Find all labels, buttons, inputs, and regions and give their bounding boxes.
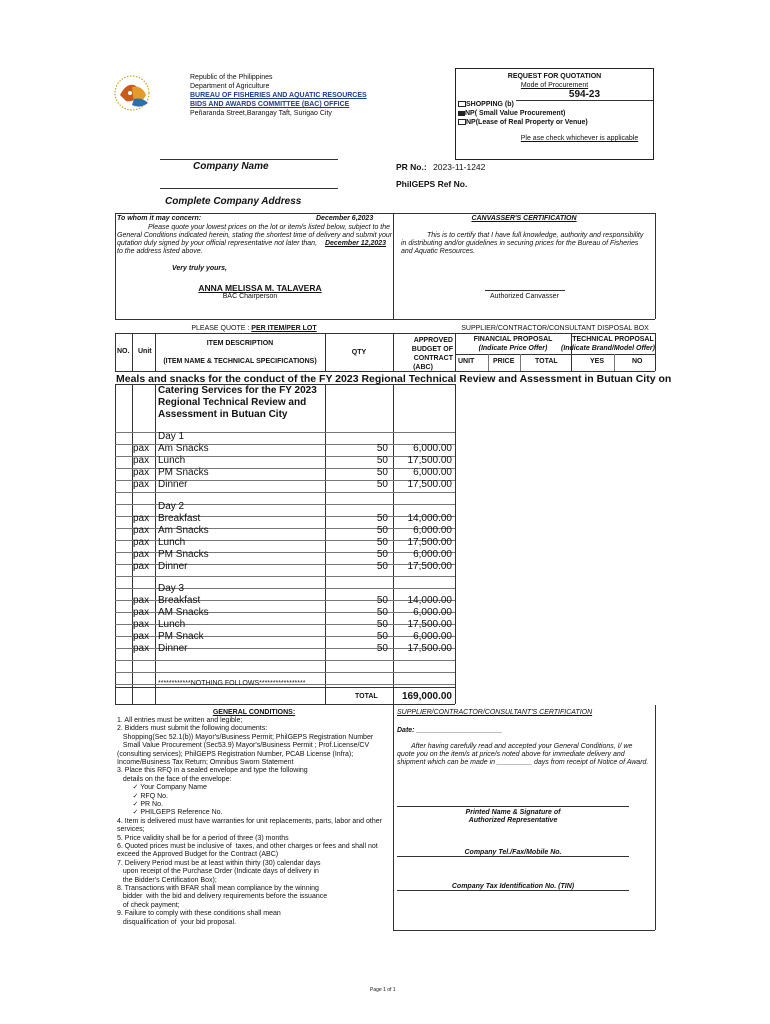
col-total: TOTAL [535, 358, 558, 365]
item-qty: 50 [376, 467, 388, 478]
grid-line [455, 384, 456, 704]
col-abc [393, 336, 453, 372]
option-svp-label: NP( Small Value Procurement) [465, 110, 566, 117]
company-tin-label: Company Tax Identification No. (TIN) [451, 883, 575, 890]
nothing-follows: ************NOTHING FOLLOWS***************** [158, 680, 306, 687]
option-lease[interactable] [458, 119, 588, 126]
please-quote-prefix: PLEASE QUOTE : [191, 325, 252, 332]
agency-address: Peñaranda Street,Barangay Taft, Surigao City [190, 110, 332, 117]
rfq-box [455, 68, 654, 160]
item-desc: AM Snacks [158, 607, 209, 618]
condition-line: ✓ RFQ No. [117, 792, 168, 800]
supplier-date: Date: ______________________ [397, 727, 503, 734]
authorized-canvasser-label: Authorized Canvasser [490, 293, 559, 300]
pr-number [396, 162, 485, 172]
item-unit: pax [133, 455, 150, 466]
department-text: Department of Agriculture [190, 83, 270, 90]
item-desc: PM Snacks [158, 549, 209, 560]
submission-deadline: December 12,2023 [324, 240, 387, 247]
col-no: NO. [117, 348, 130, 355]
supplier-cert-line-3: shipment which can be made in _________ days from receipt of Notice of Award. [397, 759, 649, 766]
item-abc: 17,500.00 [407, 479, 452, 490]
item-desc: Am Snacks [158, 525, 209, 536]
philgeps-ref-label: PhilGEPS Ref No. [396, 179, 468, 189]
col-abc-line3: CONTRACT [413, 355, 453, 362]
item-desc: Lunch [158, 537, 186, 548]
item-qty: 50 [376, 479, 388, 490]
page-number: Page 1 of 1 [370, 987, 396, 993]
canvasser-line-1: This is to certify that I have full knowledge, authority and responsibility [427, 232, 644, 239]
checked-box-icon[interactable] [458, 111, 465, 116]
item-qty: 50 [376, 455, 388, 466]
lot-desc-line-3: Assessment in Butuan City [158, 409, 288, 420]
condition-line: Small Value Procurement (Sec53.9) Mayor's/Business Permit ; Prof.License/CV [117, 742, 370, 750]
bac-chairperson-name: ANNA MELISSA M. TALAVERA [198, 283, 322, 293]
item-abc: 6,000.00 [413, 525, 452, 536]
pr-label: PR No.: [396, 162, 427, 172]
grid-line [115, 492, 455, 493]
letter-line-3-text: qutation duly signed by your official representative not later than, [117, 240, 318, 247]
company-name-label: Company Name [193, 161, 269, 172]
condition-line: 3. Place this RFQ in a sealed envelope and type the following [117, 767, 308, 775]
technical-proposal: TECHNICAL PROPOSAL [572, 336, 654, 343]
item-qty: 50 [376, 537, 388, 548]
item-unit: pax [133, 525, 150, 536]
item-unit: pax [133, 549, 150, 560]
general-conditions-title: GENERAL CONDITIONS: [212, 709, 296, 716]
item-desc: PM Snack [158, 631, 204, 642]
item-abc: 6,000.00 [413, 467, 452, 478]
condition-line: 1. All entries must be written and legible; [117, 717, 243, 724]
item-desc: Breakfast [158, 595, 201, 606]
grid-line [115, 672, 455, 673]
item-unit: pax [133, 513, 150, 524]
mode-of-procurement-label: Mode of Procurement [520, 82, 589, 89]
rfq-number: 594-23 [568, 89, 601, 100]
item-unit: pax [133, 619, 150, 630]
signature-label-2: Authorized Representative [468, 817, 558, 824]
option-svp[interactable] [458, 110, 565, 117]
condition-line: of check payment; [117, 901, 180, 909]
checkbox-icon[interactable] [458, 119, 466, 125]
condition-line: Shopping(Sec 52.1(b)) Mayor's/Business Permit; PhilGEPS Registration Number [117, 733, 374, 741]
condition-line: details on the face of the envelope: [117, 775, 232, 783]
condition-line: services; [117, 826, 145, 834]
letter-line-2: General Conditions indicated herein, stating the shortest time of delivery and submit your [117, 232, 393, 239]
col-abc-line1: APPROVED [413, 337, 453, 344]
item-qty: 50 [376, 643, 388, 654]
item-desc: Dinner [158, 479, 188, 490]
col-unit-price-unit: UNIT [458, 358, 475, 365]
item-desc: Dinner [158, 561, 188, 572]
item-unit: pax [133, 643, 150, 654]
total-value: 169,000.00 [401, 691, 452, 702]
item-qty: 50 [376, 595, 388, 606]
condition-line: Income/Business Tax Return; Omnibus Sworn Statement [117, 759, 294, 766]
canvasser-line-2: in distributing and/or guidelines in securing prices for the Bureau of Fisheries [401, 240, 639, 247]
col-abc-line4: (ABC) [413, 364, 433, 371]
company-address-label: Complete Company Address [165, 196, 302, 207]
canvasser-line-3: and Aquatic Resources. [401, 248, 476, 255]
closing: Very truly yours, [172, 265, 227, 272]
condition-line: upon receipt of the Purchase Order (Indicate days of delivery in [117, 868, 319, 876]
item-unit: pax [133, 595, 150, 606]
condition-line: (consulting services); PhilGEPS Registration Number, PCAB License (Infra); [117, 750, 354, 758]
item-abc: 17,500.00 [407, 619, 452, 630]
item-qty: 50 [376, 631, 388, 642]
check-note: Ple ase check whichever is applicable [520, 135, 639, 142]
col-price: PRICE [493, 358, 515, 365]
item-qty: 50 [376, 561, 388, 572]
option-shopping-label: SHOPPING (b) [466, 101, 514, 108]
item-abc: 6,000.00 [413, 631, 452, 642]
rfq-title: REQUEST FOR QUOTATION [507, 73, 602, 80]
item-qty: 50 [376, 549, 388, 560]
item-unit: pax [133, 561, 150, 572]
item-unit: pax [133, 631, 150, 642]
bac-office: BIDS AND AWARDS COMMITTEE (BAC) OFFICE [190, 101, 350, 108]
item-abc: 17,500.00 [407, 561, 452, 572]
total-label: TOTAL [355, 693, 378, 700]
item-desc: Lunch [158, 455, 186, 466]
agency-header [190, 73, 367, 118]
bureau-name: BUREAU OF FISHERIES AND AQUATIC RESOURCES [190, 92, 367, 99]
condition-line: 8. Transactions with BFAR shall mean compliance by the winning [117, 885, 319, 892]
condition-line: 9. Failure to comply with these conditions shall mean [117, 910, 281, 918]
col-item-spec: (ITEM NAME & TECHNICAL SPECIFICATIONS) [163, 358, 317, 365]
lot-title: Meals and snacks for the conduct of the FY 2023 Regional Technical Review and Assessment in Butuan City on [116, 373, 672, 385]
condition-line: bidder with the bid and delivery requirements before the issuance [117, 893, 328, 901]
item-abc: 17,500.00 [407, 643, 452, 654]
col-yes: YES [590, 358, 605, 365]
grid-line [115, 660, 455, 661]
option-lease-label: NP(Lease of Real Property or Venue) [466, 119, 588, 126]
item-unit: pax [133, 467, 150, 478]
condition-line: ✓ Your Company Name [117, 784, 207, 792]
checkbox-icon[interactable] [458, 101, 466, 107]
lot-description [158, 385, 317, 421]
financial-proposal: FINANCIAL PROPOSAL [473, 336, 553, 343]
item-abc: 17,500.00 [407, 537, 452, 548]
letter-date: December 6,2023 [316, 215, 374, 222]
supplier-cert-line-2: quote you on the item/s at price/s noted above for immediate delivery and [397, 751, 625, 758]
condition-line: exceed the Approved Budget for the Contract (ABC) [117, 851, 279, 859]
grid-line [115, 576, 455, 577]
item-qty: 50 [376, 525, 388, 536]
bac-chairperson-title: BAC Chairperson [222, 293, 278, 300]
option-shopping[interactable] [458, 101, 514, 108]
item-abc: 17,500.00 [407, 455, 452, 466]
item-qty: 50 [376, 607, 388, 618]
condition-line: the Bidder's Certification Box); [117, 876, 217, 884]
item-qty: 50 [376, 619, 388, 630]
item-unit: pax [133, 443, 150, 454]
item-abc: 6,000.00 [413, 607, 452, 618]
letter-line-1: Please quote your lowest prices on the lot or item/s listed below, subject to the [148, 224, 391, 231]
col-qty: QTY [351, 349, 367, 356]
condition-line: disqualification of your bid proposal. [117, 918, 237, 926]
letter-line-4: to the address listed above. [117, 248, 203, 255]
item-desc: Lunch [158, 619, 186, 630]
item-unit: pax [133, 537, 150, 548]
condition-line: 6. Quoted prices must be inclusive of taxes, and other charges or fees and shall not [117, 843, 378, 850]
day-label: Day 2 [158, 501, 185, 512]
letter-line-3 [117, 240, 386, 247]
condition-line: ✓ PHILGEPS Reference No. [117, 809, 223, 817]
day-label: Day 1 [158, 431, 185, 442]
item-qty: 50 [376, 443, 388, 454]
item-abc: 6,000.00 [413, 549, 452, 560]
item-desc: Am Snacks [158, 443, 209, 454]
condition-line: 2. Bidders must submit the following documents: [117, 725, 268, 733]
please-quote [115, 325, 393, 332]
item-abc: 14,000.00 [407, 513, 452, 524]
col-item-description: ITEM DESCRIPTION [206, 340, 274, 347]
col-no-tech: NO [632, 358, 643, 365]
item-abc: 6,000.00 [413, 443, 452, 454]
financial-proposal-sub: (Indicate Price Offer) [478, 345, 548, 352]
col-unit: Unit [138, 348, 152, 355]
lot-desc-line-2: Regional Technical Review and [158, 397, 307, 408]
supplier-cert-line-1: After having carefully read and accepted your General Conditions, I/ we [411, 743, 633, 750]
company-tel-label: Company Tel./Fax/Mobile No. [464, 849, 562, 856]
item-desc: Breakfast [158, 513, 201, 524]
lot-desc-line-1: Catering Services for the FY 2023 [158, 385, 317, 396]
technical-proposal-sub: (Indicate Brand/Model Offer) [560, 345, 655, 352]
salutation: To whom it may concern: [117, 215, 202, 222]
item-abc: 14,000.00 [407, 595, 452, 606]
bfar-logo [110, 73, 154, 113]
supplier-cert-title: SUPPLIER/CONTRACTOR/CONSULTANT'S CERTIFICATION [397, 709, 593, 716]
supplier-disposal-box: SUPPLIER/CONTRACTOR/CONSULTANT DISPOSAL BOX [461, 325, 649, 332]
condition-line: ✓ PR No. [117, 801, 163, 808]
item-desc: Dinner [158, 643, 188, 654]
republic-text: Republic of the Philippines [190, 74, 273, 81]
signature-label-1: Printed Name & Signature of [465, 809, 561, 816]
condition-line: 5. Price validity shall be for a period of three (3) months [117, 834, 289, 842]
condition-line: 4. Item is delivered must have warranties for unit replacements, parts, labor and other [117, 817, 382, 825]
col-abc-line2: BUDGET OF [411, 346, 453, 353]
item-unit: pax [133, 607, 150, 618]
pr-value: 2023-11-1242 [433, 162, 486, 172]
canvasser-cert-title: CANVASSER'S CERTIFICATION [471, 215, 577, 222]
item-unit: pax [133, 479, 150, 490]
item-qty: 50 [376, 513, 388, 524]
please-quote-value: PER ITEM/PER LOT [251, 325, 317, 332]
condition-line: 7. Delivery Period must be at least within thirty (30) calendar days [117, 859, 321, 867]
day-label: Day 3 [158, 583, 185, 594]
grid-line [115, 687, 455, 688]
grid-line [115, 704, 455, 705]
item-desc: PM Snacks [158, 467, 209, 478]
